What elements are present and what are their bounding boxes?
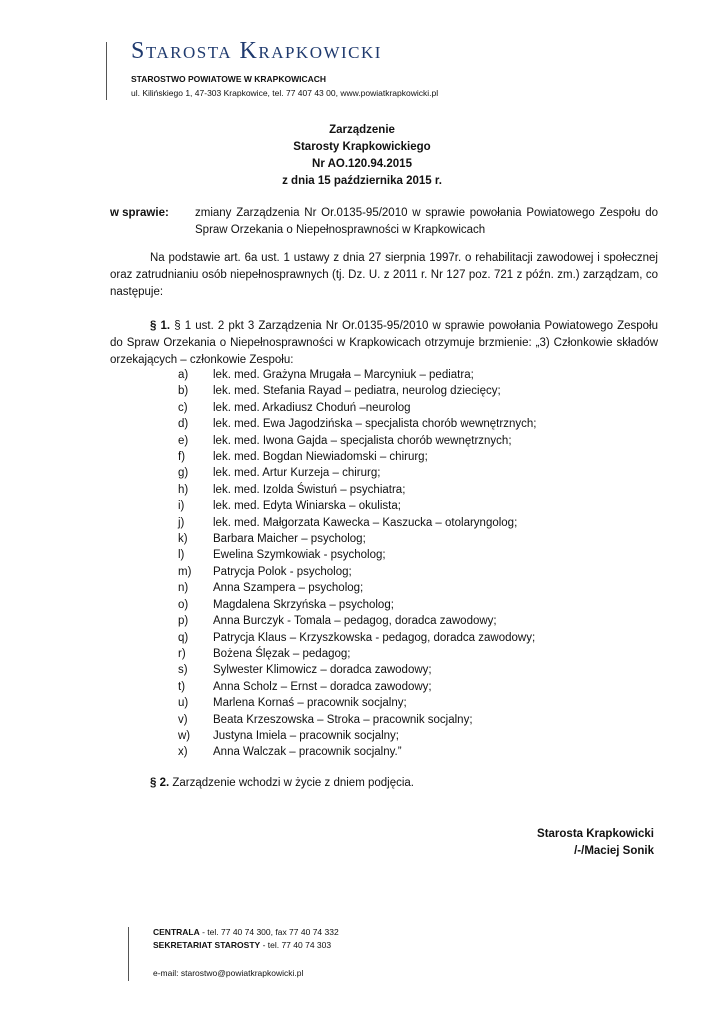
member-letter: g): [178, 467, 189, 480]
member-list-item: [178, 433, 536, 449]
member-text: Anna Walczak – pracownik socjalny.”: [213, 746, 402, 759]
decree-issuer: Starosty Krapkowickiego: [293, 141, 431, 153]
member-list-item: [178, 613, 536, 629]
header-divider: [106, 42, 107, 100]
footer-secretariat-value: - tel. 77 40 74 303: [260, 940, 332, 950]
section-2-paragraph: [150, 775, 414, 792]
member-list-item: [178, 482, 536, 498]
member-list-item: [178, 564, 536, 580]
member-text: Anna Szampera – psycholog;: [213, 582, 364, 595]
member-list-item: [178, 744, 536, 760]
member-list-item: [178, 449, 536, 465]
footer-secretariat: [153, 939, 339, 952]
member-letter: l): [178, 549, 185, 562]
member-list-item: [178, 580, 536, 596]
decree-title: Zarządzenie: [329, 124, 395, 136]
member-letter: v): [178, 713, 188, 726]
member-text: lek. med. Grażyna Mrugała – Marcyniuk – pediatra;: [213, 369, 474, 381]
member-letter: r): [178, 647, 186, 660]
member-letter: t): [178, 680, 186, 693]
member-letter: i): [178, 500, 185, 513]
member-list-item: [178, 646, 536, 662]
member-list-item: [178, 679, 536, 695]
member-text: lek. med. Ewa Jagodzińska – specjalista chorób wewnętrznych;: [213, 418, 537, 431]
decree-number: Nr AO.120.94.2015: [312, 158, 412, 170]
member-letter: o): [178, 598, 189, 611]
member-letter: m): [178, 565, 192, 578]
member-letter: c): [178, 401, 188, 414]
matter-label: w sprawie:: [110, 207, 169, 219]
member-text: lek. med. Arkadiusz Choduń –neurolog: [213, 401, 411, 414]
footer-central: [153, 926, 339, 939]
office-address: ul. Kilińskiego 1, 47-303 Krapkowice, tel. 77 407 43 00, www.powiatkrapkowicki.pl: [131, 88, 439, 98]
member-list-item: [178, 531, 536, 547]
member-letter: p): [178, 615, 189, 628]
footer-email: e-mail: starostwo@powiatkrapkowicki.pl: [153, 968, 304, 978]
member-text: lek. med. Stefania Rayad – pediatra, neurolog dziecięcy;: [213, 385, 501, 398]
member-text: Ewelina Szymkowiak - psycholog;: [213, 549, 386, 562]
footer-central-label: CENTRALA: [153, 927, 200, 937]
member-list-item: [178, 547, 536, 563]
member-letter: b): [178, 385, 189, 398]
member-list-item: [178, 630, 536, 646]
member-text: Anna Scholz – Ernst – doradca zawodowy;: [213, 680, 432, 693]
member-list-item: [178, 400, 536, 416]
member-text: lek. med. Bogdan Niewiadomski – chirurg;: [213, 451, 428, 464]
signature-block: [537, 826, 654, 860]
member-list-item: [178, 416, 536, 432]
member-text: Beata Krzeszowska – Stroka – pracownik socjalny;: [213, 713, 473, 726]
member-letter: w): [178, 729, 191, 742]
office-name: STAROSTWO POWIATOWE W KRAPKOWICACH: [131, 74, 327, 84]
member-list-item: [178, 662, 536, 678]
member-letter: n): [178, 582, 189, 595]
member-letter: f): [178, 451, 186, 464]
header-title: Starosta Krapkowicki: [131, 38, 382, 64]
footer-contacts: [153, 926, 339, 952]
footer-divider: [128, 927, 129, 981]
signature-name: /-/Maciej Sonik: [574, 845, 654, 857]
member-letter: d): [178, 418, 189, 431]
section-1-text: § 1 ust. 2 pkt 3 Zarządzenia Nr Or.0135-95/2010 w sprawie powołania Powiatowego Zespołu do Spraw Orzekania o Niepełnosprawności w Krapkowicach otrzymuje brzmienie: „3) Członkowie składów orzekających – członkowie Zespołu:: [110, 320, 658, 366]
member-text: Sylwester Klimowicz – doradca zawodowy;: [213, 664, 432, 677]
member-list-item: [178, 515, 536, 531]
section-2-text: Zarządzenie wchodzi w życie z dniem podjęcia.: [172, 777, 415, 789]
member-letter: k): [178, 533, 188, 546]
member-text: Barbara Maicher – psycholog;: [213, 533, 366, 546]
member-letter: h): [178, 483, 189, 496]
member-list-item: [178, 695, 536, 711]
members-list: [178, 367, 536, 761]
member-letter: a): [178, 369, 189, 381]
decree-heading: [0, 122, 724, 190]
member-text: Magdalena Skrzyńska – psycholog;: [213, 598, 394, 611]
legal-basis-paragraph: Na podstawie art. 6a ust. 1 ustawy z dnia 27 sierpnia 1997r. o rehabilitacji zawodowej i społecznej oraz zatrudnianiu osób niepełnosprawnych (tj. Dz. U. z 2011 r. Nr 127 poz. 721 z późn. zm.) zarządzam, co następuje:: [110, 252, 658, 298]
section-1-label: § 1.: [150, 320, 171, 332]
member-list-item: [178, 728, 536, 744]
member-text: Patrycja Klaus – Krzyszkowska - pedagog, doradca zawodowy;: [213, 631, 536, 644]
section-2-label: § 2.: [150, 777, 170, 789]
member-text: lek. med. Iwona Gajda – specjalista chorób wewnętrznych;: [213, 434, 512, 447]
member-text: lek. med. Artur Kurzeja – chirurg;: [213, 467, 381, 480]
member-list-item: [178, 465, 536, 481]
member-letter: x): [178, 746, 188, 759]
member-text: Anna Burczyk - Tomala – pedagog, doradca zawodowy;: [213, 615, 497, 628]
member-text: Patrycja Polok - psycholog;: [213, 565, 352, 578]
member-text: lek. med. Małgorzata Kawecka – Kaszucka – otolaryngolog;: [213, 516, 518, 529]
member-list-item: [178, 712, 536, 728]
matter-text: zmiany Zarządzenia Nr Or.0135-95/2010 w sprawie powołania Powiatowego Zespołu do Spraw Orzekania o Niepełnosprawności w Krapkowicach: [195, 207, 658, 236]
signature-title: Starosta Krapkowicki: [537, 828, 654, 840]
member-text: lek. med. Edyta Winiarska – okulista;: [213, 500, 401, 513]
member-text: Bożena Ślęzak – pedagog;: [213, 647, 351, 660]
member-text: Justyna Imiela – pracownik socjalny;: [213, 729, 399, 742]
decree-date: z dnia 15 października 2015 r.: [282, 175, 442, 187]
member-letter: e): [178, 434, 189, 447]
member-letter: s): [178, 664, 188, 677]
member-text: lek. med. Izolda Świstuń – psychiatra;: [213, 483, 406, 496]
member-text: Marlena Kornaś – pracownik socjalny;: [213, 697, 407, 710]
member-list-item: [178, 367, 536, 383]
member-letter: j): [178, 516, 185, 529]
footer-central-value: - tel. 77 40 74 300, fax 77 40 74 332: [199, 927, 339, 937]
member-letter: q): [178, 631, 189, 644]
footer-secretariat-label: SEKRETARIAT STAROSTY: [153, 940, 261, 950]
member-letter: u): [178, 697, 189, 710]
member-list-item: [178, 498, 536, 514]
member-list-item: [178, 597, 536, 613]
section-1-paragraph: [110, 318, 658, 369]
member-list-item: [178, 383, 536, 399]
